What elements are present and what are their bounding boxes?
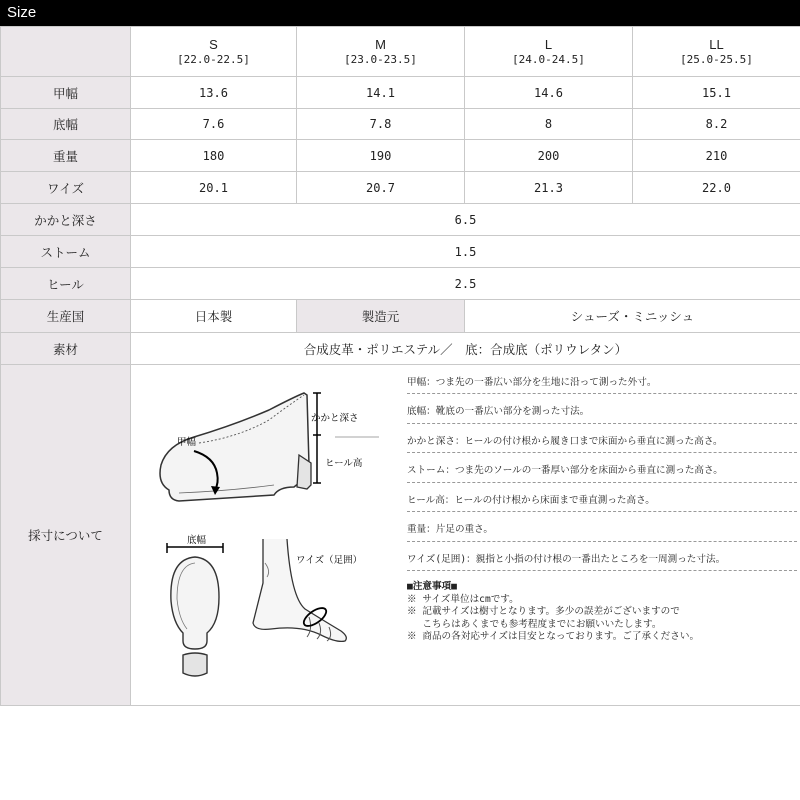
row-origin: [1, 300, 800, 333]
caution-line: こちらはあくまでも参考程度までにお願いいたします。: [407, 618, 662, 630]
value-cell: 6.5: [131, 204, 800, 236]
size-col-s: [131, 27, 297, 77]
row-storm: [1, 236, 800, 268]
row-label: 底幅: [1, 109, 131, 140]
size-label: LL: [709, 37, 724, 52]
wise-caption: ワイズ（足囲）: [296, 555, 363, 566]
size-header-row: [1, 27, 800, 77]
foot-illustration: [241, 537, 381, 657]
value-cell: 14.6: [465, 77, 633, 109]
size-title: Size: [7, 4, 37, 21]
row-label: ヒール: [1, 268, 131, 300]
row-label: ストーム: [1, 236, 131, 268]
row-label: 重量: [1, 140, 131, 172]
value-cell: 21.3: [465, 172, 633, 204]
row-label: ワイズ: [1, 172, 131, 204]
heel-depth-caption: かかと深さ: [311, 413, 359, 424]
note-item: ワイズ(足囲)：親指と小指の付け根の一番出たところを一周測った寸法。: [407, 554, 797, 571]
row-measure: [1, 365, 800, 706]
measure-cell: [131, 365, 800, 706]
sole-width-caption: 底幅: [187, 535, 207, 546]
row-material: [1, 333, 800, 365]
value-cell: 20.1: [131, 172, 297, 204]
size-col-l: [465, 27, 633, 77]
value-cell: 200: [465, 140, 633, 172]
maker-label-cell: 製造元: [297, 300, 465, 333]
value-cell: 7.6: [131, 109, 297, 140]
value-cell: 8: [465, 109, 633, 140]
caution-line: ※ 記載サイズは樹寸となります。多少の誤差がございますので: [407, 606, 680, 618]
value-cell: 22.0: [633, 172, 800, 204]
size-label: L: [544, 37, 553, 52]
value-cell: 20.7: [297, 172, 465, 204]
heel-height-caption: ヒール高: [325, 458, 363, 469]
title-bar: [0, 0, 800, 27]
row-label: 素材: [1, 333, 131, 365]
caution-title: ■注意事項■: [407, 581, 457, 593]
note-item: 底幅：靴底の一番広い部分を測った寸法。: [407, 406, 797, 423]
caution-line: ※ 商品の各対応サイズは目安となっております。ご了承ください。: [407, 631, 700, 643]
measure-panel: [131, 365, 800, 705]
row-label: 生産国: [1, 300, 131, 333]
value-cell: 14.1: [297, 77, 465, 109]
row-label: かかと深さ: [1, 204, 131, 236]
value-cell: 210: [633, 140, 800, 172]
value-cell: 1.5: [131, 236, 800, 268]
note-item: ストーム：つま先のソールの一番厚い部分を床面から垂直に測った高さ。: [407, 465, 797, 482]
maker-cell: シューズ・ミニッシュ: [465, 300, 800, 333]
size-range: [24.0-24.5]: [512, 53, 585, 66]
country-cell: 日本製: [131, 300, 297, 333]
value-cell: 180: [131, 140, 297, 172]
size-label: S: [209, 37, 218, 52]
row-wise: [1, 172, 800, 204]
size-col-ll: [633, 27, 800, 77]
row-label: 採寸について: [1, 365, 131, 706]
size-range: [22.0-22.5]: [177, 53, 250, 66]
note-item: ヒール高：ヒールの付け根から床面まで垂直測った高さ。: [407, 495, 797, 512]
size-col-m: [297, 27, 465, 77]
size-range: [23.0-23.5]: [344, 53, 417, 66]
row-label: 甲幅: [1, 77, 131, 109]
note-item: かかと深さ：ヒールの付け根から履き口まで床面から垂直に測った高さ。: [407, 436, 797, 453]
note-item: 甲幅：つま先の一番広い部分を生地に沿って測った外寸。: [407, 377, 797, 394]
value-cell: 2.5: [131, 268, 800, 300]
row-heel-depth: [1, 204, 800, 236]
value-cell: 合成皮革・ポリエステル／ 底：合成底（ポリウレタン）: [131, 333, 800, 365]
measure-notes: [407, 377, 797, 644]
row-koha: [1, 77, 800, 109]
pump-illustration: [139, 365, 404, 530]
value-cell: 7.8: [297, 109, 465, 140]
value-cell: 15.1: [633, 77, 800, 109]
size-label: M: [375, 37, 386, 52]
row-sokohaba: [1, 109, 800, 140]
size-range: [25.0-25.5]: [680, 53, 753, 66]
value-cell: 13.6: [131, 77, 297, 109]
row-heel: [1, 268, 800, 300]
note-item: 重量：片足の重さ。: [407, 524, 797, 541]
row-weight: [1, 140, 800, 172]
corner-cell: [1, 27, 131, 77]
sole-illustration: [161, 533, 241, 683]
value-cell: 8.2: [633, 109, 800, 140]
caution-line: ※ サイズ単位はcmです。: [407, 593, 519, 605]
koha-caption: 甲幅: [177, 437, 197, 448]
value-cell: 190: [297, 140, 465, 172]
size-table: [0, 26, 800, 706]
